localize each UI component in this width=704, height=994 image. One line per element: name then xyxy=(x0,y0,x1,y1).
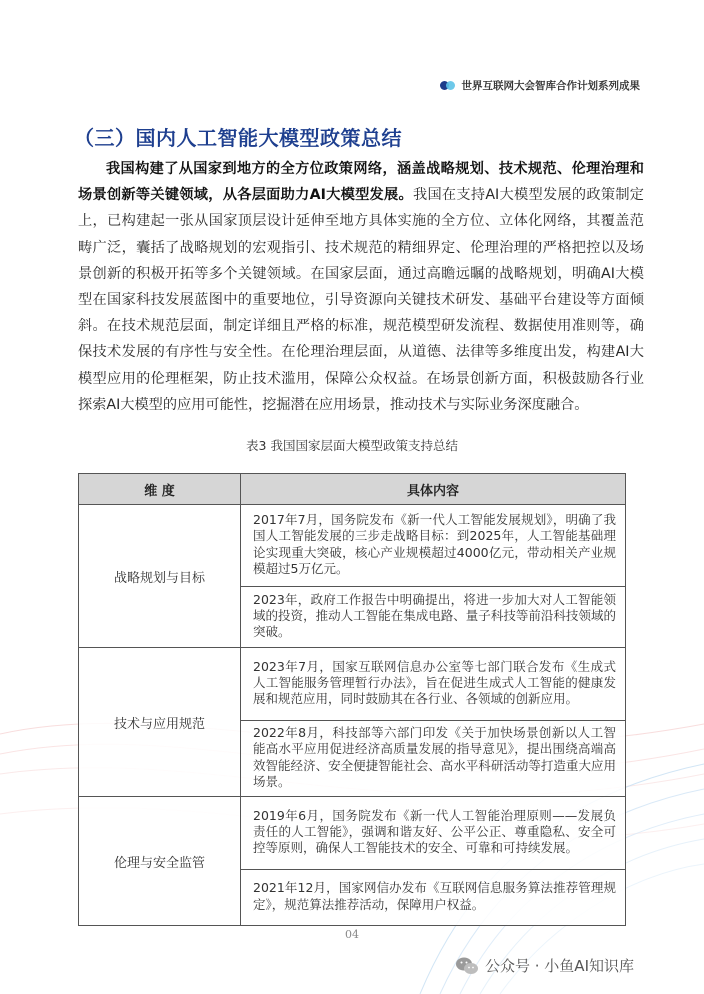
column-header-content: 具体内容 xyxy=(241,474,626,505)
table-header-row xyxy=(79,474,626,505)
page-header xyxy=(440,78,641,93)
content-cell: 2021年12月，国家网信办发布《互联网信息服务算法推荐管理规定》，规范算法推荐活动，保障用户权益。 xyxy=(241,870,626,926)
policy-table xyxy=(78,473,626,926)
dimension-cell: 技术与应用规范 xyxy=(79,648,241,797)
body-paragraph xyxy=(78,156,644,418)
overlapping-circles-icon xyxy=(440,81,456,90)
section-title: （三）国内人工智能大模型政策总结 xyxy=(74,126,402,150)
content-cell: 2023年，政府工作报告中明确提出，将进一步加大对人工智能领域的投资，推动人工智能在集成电路、量子科技等前沿科技领域的突破。 xyxy=(241,587,626,648)
content-cell: 2022年8月，科技部等六部门印发《关于加快场景创新以人工智能高水平应用促进经济高质量发展的指导意见》，提出围绕高端高效智能经济、安全便捷智能社会、高水平科研活动等打造重大应用场景。 xyxy=(241,721,626,797)
series-label: 世界互联网大会智库合作计划系列成果 xyxy=(461,80,640,92)
wechat-icon xyxy=(455,956,479,976)
dimension-cell: 伦理与安全监管 xyxy=(79,797,241,926)
table-row xyxy=(79,648,626,721)
watermark xyxy=(455,955,634,976)
column-header-dimension: 维 度 xyxy=(79,474,241,505)
table-row xyxy=(79,505,626,587)
content-cell: 2017年7月，国务院发布《新一代人工智能发展规划》，明确了我国人工智能发展的三步走战略目标：到2025年，人工智能基础理论实现重大突破，核心产业规模超过4000亿元，带动相关产业规模超过5万亿元。 xyxy=(241,505,626,587)
paragraph-body: 我国在支持AI大模型发展的政策制定上，已构建起一张从国家顶层设计延伸至地方具体实施的全方位、立体化网络，其覆盖范畴广泛，囊括了战略规划的宏观指引、技术规范的精细界定、伦理治理的严格把控以及场景创新的积极开拓等多个关键领域。在国家层面，通过高瞻远瞩的战略规划，明确AI大模型在国家科技发展蓝图中的重要地位，引导资源向关键技术研发、基础平台建设等方面倾斜。在技术规范层面，制定详细且严格的标准，规范模型研发流程、数据使用准则等，确保技术发展的有序性与安全性。在伦理治理层面，从道德、法律等多维度出发，构建AI大模型应用的伦理框架，防止技术滥用，保障公众权益。在场景创新方面，积极鼓励各行业探索AI大模型的应用可能性，挖掘潜在应用场景，推动技术与实际业务深度融合。 xyxy=(78,187,644,413)
table-caption: 表3 我国国家层面大模型政策支持总结 xyxy=(246,438,458,453)
table-row xyxy=(79,797,626,870)
paragraph-lead: 我国构建了从国家到地方的全方位政策网络，涵盖战略规划、技术规范、伦理治理和场景创新等关键领域，从各层面助力AI大模型发展。 xyxy=(78,161,644,204)
page-number: 04 xyxy=(345,928,359,941)
dimension-cell: 战略规划与目标 xyxy=(79,505,241,648)
watermark-text: 公众号 · 小鱼AI知识库 xyxy=(485,957,634,975)
content-cell: 2023年7月，国家互联网信息办公室等七部门联合发布《生成式人工智能服务管理暂行办法》，旨在促进生成式人工智能的健康发展和规范应用，同时鼓励其在各行业、各领域的创新应用。 xyxy=(241,648,626,721)
content-cell: 2019年6月，国务院发布《新一代人工智能治理原则——发展负责任的人工智能》，强调和谐友好、公平公正、尊重隐私、安全可控等原则，确保人工智能技术的安全、可靠和可持续发展。 xyxy=(241,797,626,870)
